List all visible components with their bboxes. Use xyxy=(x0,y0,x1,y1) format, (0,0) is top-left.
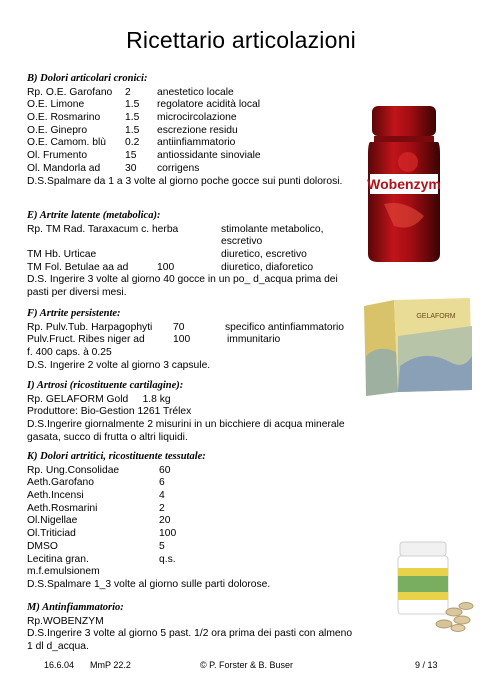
dosage-text: D.S.Spalmare da 1 a 3 volte al giorno poche gocce sui punti dolorosi. xyxy=(27,175,343,187)
section-heading: I) Artrosi (ricostituente cartilagine): xyxy=(27,380,184,391)
recipe-row: Rp. TM Rad. Taraxacum c. herba stimolante metabolico, xyxy=(27,223,324,235)
svg-text:GELAFORM: GELAFORM xyxy=(416,313,456,320)
recipe-row: O.E. Ginepro 1.5 escrezione residu xyxy=(27,124,238,136)
section-heading: K) Dolori artritici, ricostituente tessutale: xyxy=(27,451,206,462)
recipe-row: Ol. Mandorla ad 30 corrigens xyxy=(27,162,200,174)
section-f xyxy=(27,308,357,372)
recipe-row: escretivo xyxy=(221,236,263,248)
producer-row: Produttore: Bio-Gestion 1261 Trélex xyxy=(27,406,192,418)
section-m xyxy=(27,602,357,654)
footer-page-number: 9 / 13 xyxy=(415,660,438,670)
recipe-row: O.E. Camom. blù 0.2 antiinfiammatorio xyxy=(27,137,236,149)
recipe-row: Aeth.Incensi 4 xyxy=(27,490,165,502)
gelaform-box-image xyxy=(354,296,474,398)
recipe-row: m.f.emulsionem xyxy=(27,566,100,578)
recipe-row: O.E. Limone 1.5 regolatore acidità local xyxy=(27,99,261,111)
section-heading: E) Artrite latente (metabolica): xyxy=(27,210,161,221)
svg-text:Wobenzym: Wobenzym xyxy=(367,176,441,192)
section-heading: B) Dolori articolari cronici: xyxy=(27,73,148,84)
section-k xyxy=(27,451,357,592)
recipe-row: TM Hb. Urticae diuretico, escretivo xyxy=(27,249,307,261)
section-b xyxy=(27,73,357,188)
dosage-text: D.S.Ingerire 3 volte al giorno 5 past. 1/2 ora prima dei pasti con almeno 1 dl d_acqua. xyxy=(27,628,353,653)
recipe-row: Rp. O.E. Garofano 2 anestetico locale xyxy=(27,86,234,98)
recipe-row: Ol.Triticiad 100 xyxy=(27,528,177,540)
recipe-row: Aeth.Garofano 6 xyxy=(27,477,165,489)
recipe-row: Rp. Pulv.Tub. Harpagophyti 70 specifico antinfiammatorio xyxy=(27,321,345,333)
recipe-row: Lecitina gran. q.s. xyxy=(27,553,176,565)
dosage-text: D.S.Ingerire giornalmente 2 misurini in un bicchiere di acqua minerale gasata, succo di frutta o altri liquidi. xyxy=(27,419,345,443)
recipe-row: Rp. Ung.Consolidae 60 xyxy=(27,464,171,476)
section-heading: F) Artrite persistente: xyxy=(27,308,121,319)
dosage-text: D.S.Spalmare 1_3 volte al giorno sulle parti dolorose. xyxy=(27,578,271,590)
footer-date: 16.6.04 xyxy=(44,660,75,670)
recipe-row: Aeth.Rosmarini 2 xyxy=(27,502,165,514)
recipe-row: Ol. Frumento 15 antiossidante sinoviale xyxy=(27,150,261,162)
recipe-row: TM Fol. Betulae aa ad 100 diuretico, diaforetico xyxy=(27,261,314,273)
recipe-row: Pulv.Fruct. Ribes niger ad 100 immunitario xyxy=(27,334,281,346)
recipe-row: Rp.WOBENZYM xyxy=(27,615,104,627)
section-i xyxy=(27,380,357,444)
recipe-row: Ol.Nigellae 20 xyxy=(27,515,171,527)
page-title: Ricettario articolazioni xyxy=(126,27,356,53)
section-e xyxy=(27,210,357,300)
recipe-row: f. 400 caps. à 0.25 xyxy=(27,347,112,359)
footer-code: MmP 22.2 xyxy=(90,660,131,670)
wobenzym-bottle-image xyxy=(364,104,444,264)
dosage-text: D.S. Ingerire 2 volte al giorno 3 capsule. xyxy=(27,359,211,371)
gelaform-jar-image xyxy=(392,540,474,632)
dosage-text: D.S. Ingerire 3 volte al giorno 40 gocce in un po_ d_acqua prima dei pasti per diversi mesi. xyxy=(27,274,338,299)
recipe-row: O.E. Rosmarino 1.5 microcircolazione xyxy=(27,112,237,124)
section-heading: M) Antinfiammatorio: xyxy=(27,602,124,613)
recipe-row: DMSO 5 xyxy=(27,540,165,552)
footer-copyright: © P. Forster & B. Buser xyxy=(200,660,293,670)
recipe-row: Rp. GELAFORM Gold 1.8 kg xyxy=(27,393,171,405)
